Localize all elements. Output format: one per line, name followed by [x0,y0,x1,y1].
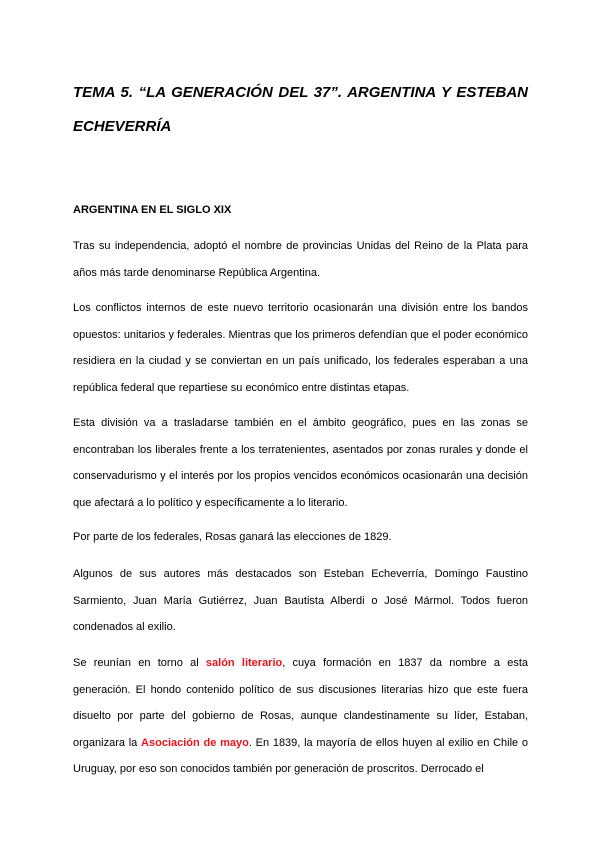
paragraph-text-part-1: Se reunían en torno al [73,657,206,669]
paragraph-text-part-2: , cuya formación en 1837 da nombre a esta generación. El hondo contenido político de sus discusiones literarias hizo que este fuera disuelto por parte del gobierno de Rosas, aunque clandestinamente su líder, Estaban, organizara la [73,657,529,749]
paragraph-independence: Tras su independencia, adoptó el nombre de provincias Unidas del Reino de la Plata para años más tarde denominarse República Argentina. [73,240,528,279]
section-heading: ARGENTINA EN EL SIGLO XIX [73,204,232,216]
paragraph-internal-conflicts: Los conflictos internos de este nuevo territorio ocasionarán una división entre los bandos opuestos: unitarios y federales. Mientras que los primeros defendían que el poder económico residiera en la ciudad y se conviertan en un país unificado, los federales esperaban a una república federal que repartiese su económico entre distintas etapas. [73,302,528,394]
paragraph-featured-authors: Algunos de sus autores más destacados son Esteban Echeverría, Domingo Faustino Sarmiento, Juan María Gutiérrez, Juan Bautista Alberdi o José Mármol. Todos fueron condenados al exilio. [73,568,528,633]
document-title-line-1: TEMA 5. “LA GENERACIÓN DEL 37”. ARGENTINA Y ESTEBAN [73,84,528,101]
paragraph-geographic-division: Esta división va a trasladarse también en el ámbito geográfico, pues en las zonas se encontraban los liberales frente a los terratenientes, asentados por zonas rurales y donde el conservadurismo y el interés por los propios vencidos económicos ocasionarán una decisión que afectará a lo político y específicamente a lo literario. [73,417,528,509]
document-title-line-2: ECHEVERRÍA [73,118,172,135]
paragraph-text-part-3: . En 1839, la mayoría de ellos huyen al exilio en Chile o Uruguay, por eso son conocidos también por generación de proscritos. Derrocado el [73,736,529,775]
paragraph-literary-salon [73,650,528,783]
paragraph-rosas-elections: Por parte de los federales, Rosas ganará las elecciones de 1829. [73,531,392,543]
highlight-asociacion-de-mayo: Asociación de mayo [141,736,249,749]
highlight-salon-literario: salón literario [205,657,283,669]
